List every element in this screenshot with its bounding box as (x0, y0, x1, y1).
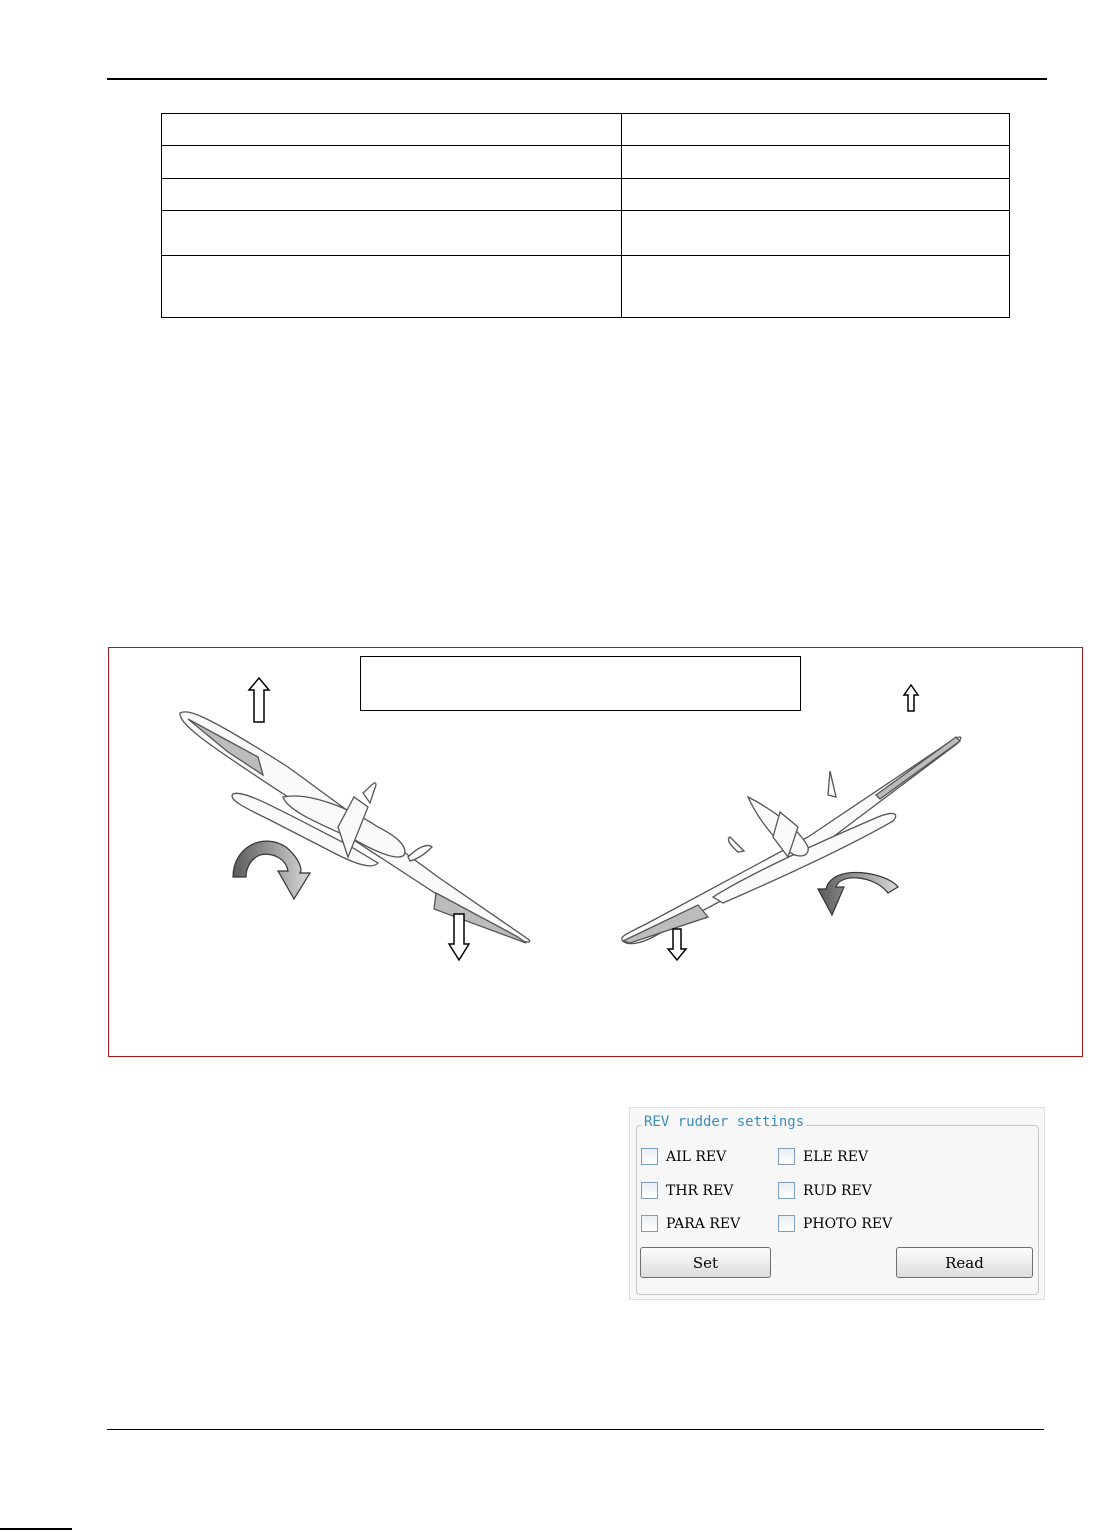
up-arrow-icon (249, 678, 269, 722)
blank-table (161, 113, 1010, 318)
checkbox-photo-rev[interactable] (778, 1215, 892, 1232)
checkbox-thr-rev[interactable] (641, 1182, 733, 1199)
checkbox-ail-rev[interactable] (641, 1148, 726, 1165)
table-cell (622, 256, 1010, 318)
down-arrow-icon (668, 929, 686, 960)
read-button[interactable]: Read (896, 1247, 1033, 1278)
rev-group-legend: REV rudder settings (644, 1114, 805, 1130)
checkbox-label: PHOTO REV (803, 1215, 893, 1232)
rev-rudder-settings-panel (629, 1107, 1045, 1300)
checkbox-ele-rev[interactable] (778, 1148, 868, 1165)
table-cell (622, 211, 1010, 256)
up-arrow-icon (904, 685, 918, 711)
table-row (162, 211, 1010, 256)
table-cell (162, 114, 622, 146)
table-cell (162, 211, 622, 256)
left-airplane (180, 712, 530, 943)
right-airplane (622, 737, 961, 944)
table-cell (162, 256, 622, 318)
roll-curved-arrow-icon (233, 841, 310, 899)
checkbox-label: ELE REV (803, 1148, 869, 1165)
table-row (162, 179, 1010, 211)
table-cell (622, 179, 1010, 211)
checkbox-box[interactable] (641, 1215, 658, 1232)
table-cell (622, 114, 1010, 146)
checkbox-box[interactable] (778, 1215, 795, 1232)
checkbox-box[interactable] (641, 1148, 658, 1165)
checkbox-label: AIL REV (666, 1148, 727, 1165)
table-cell (622, 146, 1010, 179)
checkbox-label: THR REV (666, 1182, 734, 1199)
checkbox-label: RUD REV (803, 1182, 872, 1199)
header-rule (107, 78, 1047, 80)
page-corner-mark (0, 1528, 72, 1530)
table-row (162, 114, 1010, 146)
table-row (162, 256, 1010, 318)
roll-curved-arrow-icon (818, 872, 898, 915)
checkbox-para-rev[interactable] (641, 1215, 740, 1232)
checkbox-rud-rev[interactable] (778, 1182, 872, 1199)
checkbox-box[interactable] (641, 1182, 658, 1199)
table-cell (162, 179, 622, 211)
figure-caption-box (360, 656, 801, 711)
table-cell (162, 146, 622, 179)
footer-rule (107, 1429, 1044, 1430)
table-row (162, 146, 1010, 179)
set-button[interactable]: Set (640, 1247, 771, 1278)
checkbox-box[interactable] (778, 1148, 795, 1165)
checkbox-label: PARA REV (666, 1215, 741, 1232)
checkbox-box[interactable] (778, 1182, 795, 1199)
